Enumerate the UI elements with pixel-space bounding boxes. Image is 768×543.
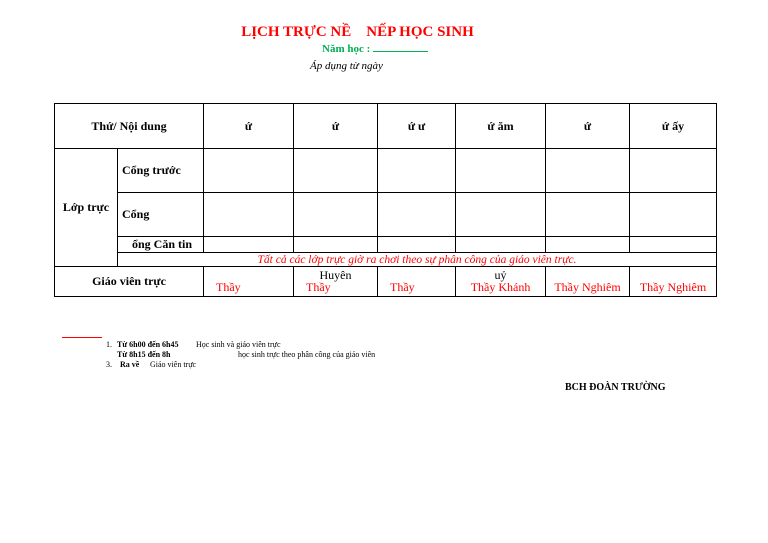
rule-prefix: 1. (106, 340, 112, 349)
table-cell (456, 149, 546, 193)
teacher-name: Thầy Nghiêm (639, 279, 707, 294)
teacher-top: Huyên (319, 267, 352, 282)
corner-header: Thứ/ Nội dung (55, 104, 204, 149)
table-cell (204, 193, 294, 237)
table-cell (456, 193, 546, 237)
school-year-label: Năm học : (322, 43, 371, 55)
teacher-cell (294, 267, 378, 297)
table-cell (204, 149, 294, 193)
teacher-name: Thầy (306, 279, 331, 294)
table-cell (546, 193, 630, 237)
post-label: ổng Căn tin (118, 237, 204, 253)
table-cell (630, 193, 717, 237)
table-row (55, 193, 717, 237)
duty-note: Tất cả các lớp trực giờ ra chơi theo sự phân công của giáo viên trực. (118, 253, 717, 267)
signature-block: BCH ĐOÀN TRƯỜNG (565, 382, 666, 393)
rule-text: học sinh trực theo phân công của giáo viên (238, 350, 376, 359)
teacher-name: Thầy (216, 279, 241, 294)
day-header: ứ (546, 104, 630, 149)
teacher-name: Thầy Nghiêm (554, 279, 621, 294)
duty-schedule-table (54, 103, 717, 297)
table-row (55, 237, 717, 253)
post-label: Cổng trước (118, 149, 204, 193)
table-cell (378, 149, 456, 193)
teacher-cell (546, 267, 630, 297)
day-header: ứ (294, 104, 378, 149)
teacher-name: Thầy Khánh (470, 279, 531, 294)
teacher-top: uỷ (494, 267, 507, 282)
rules-divider (62, 337, 102, 338)
class-group-label: Lớp trực (55, 149, 118, 267)
apply-date: Áp dụng từ ngày (310, 60, 383, 72)
school-year (322, 42, 428, 55)
rule-time: Từ 8h15 đến 8h (117, 350, 171, 359)
table-cell (630, 237, 717, 253)
day-header: ứ (204, 104, 294, 149)
table-cell (546, 149, 630, 193)
table-cell (456, 237, 546, 253)
table-cell (630, 149, 717, 193)
header-row (55, 104, 717, 149)
teacher-row (55, 267, 717, 297)
teacher-cell (378, 267, 456, 297)
table-cell (294, 149, 378, 193)
day-header: ứ ăm (456, 104, 546, 149)
teacher-cell (630, 267, 717, 297)
post-label: Cổng (118, 193, 204, 237)
teacher-name: Thầy (390, 279, 415, 294)
teacher-cell (456, 267, 546, 297)
table-row (55, 149, 717, 193)
rule-prefix: 3. (106, 360, 112, 369)
table-cell (204, 237, 294, 253)
school-year-blank (373, 42, 428, 52)
rule-time: Từ 6h00 đến 6h45 (117, 340, 179, 349)
rule-text: Học sinh và giáo viên trực (196, 340, 281, 349)
note-row (55, 253, 717, 267)
teacher-cell (204, 267, 294, 297)
page-title: LỊCH TRỰC NỀ NẾP HỌC SINH (241, 24, 474, 40)
day-header: ứ ấy (630, 104, 717, 149)
table-cell (378, 193, 456, 237)
table-cell (378, 237, 456, 253)
day-header: ứ ư (378, 104, 456, 149)
rule-time: Ra về (120, 360, 140, 369)
table-cell (294, 193, 378, 237)
table-cell (294, 237, 378, 253)
rule-text: Giáo viên trực (150, 360, 197, 369)
teacher-label: Giáo viên trực (55, 267, 204, 297)
table-cell (546, 237, 630, 253)
